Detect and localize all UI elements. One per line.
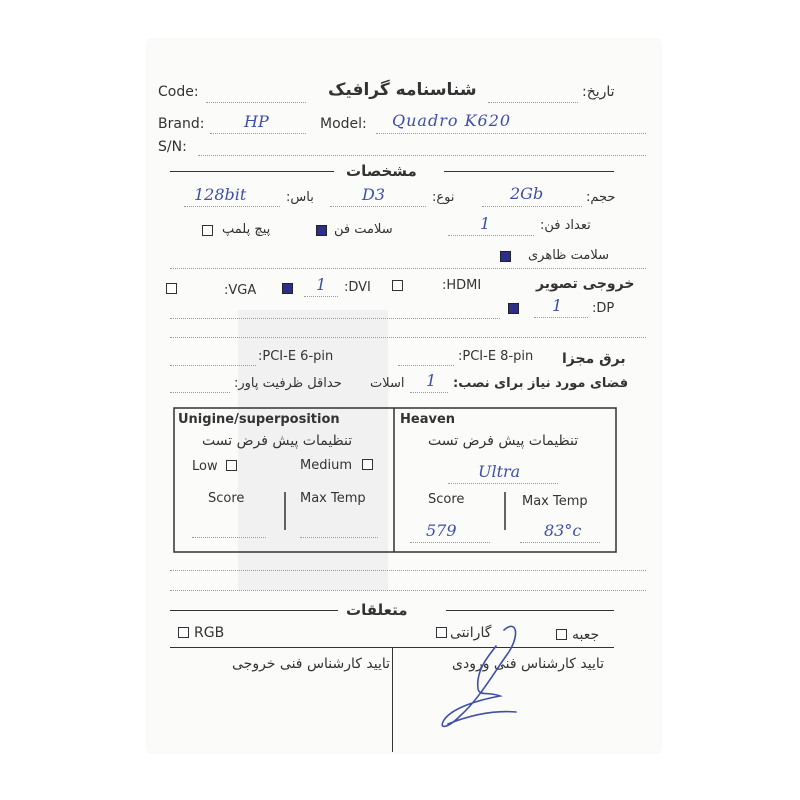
hdmi-label: :HDMI	[442, 278, 482, 293]
brand-label: Brand:	[158, 116, 205, 132]
outgoing-approval-label: تایید کارشناس فنی خروجی	[232, 656, 391, 672]
vga-label: :VGA	[224, 283, 257, 298]
heaven-settings: تنظیمات پیش فرض تست	[428, 433, 579, 449]
heaven-title: Heaven	[400, 412, 456, 427]
low-label: Low	[192, 459, 218, 474]
space-label: فضای مورد نیاز برای نصب:	[453, 376, 629, 391]
heaven-score-value: 579	[426, 521, 457, 540]
graphics-card-form	[148, 40, 660, 752]
medium-label: Medium	[300, 458, 352, 473]
unigine-maxtemp-label: Max Temp	[300, 491, 366, 506]
dvi-value: 1	[316, 275, 327, 294]
type-value: D3	[362, 185, 386, 204]
date-label: تاریخ:	[582, 84, 615, 100]
min-power-label: حداقل ظرفیت پاور:	[234, 376, 342, 391]
brand-value: HP	[244, 112, 269, 131]
fan-count-label: تعداد فن:	[540, 218, 591, 233]
pcie6-label: :PCI-E 6-pin	[258, 349, 334, 364]
code-label: Code:	[158, 84, 199, 100]
bus-label: باس:	[286, 190, 314, 205]
heaven-temp-value: 83°c	[544, 521, 582, 540]
heaven-preset: Ultra	[478, 462, 521, 481]
incoming-approval-label: تایید کارشناس فنی ورودی	[452, 656, 605, 672]
screw-label: پیچ پلمپ	[222, 222, 271, 237]
specs-title: مشخصات	[346, 162, 417, 180]
sn-label: S/N:	[158, 139, 187, 155]
volume-value: 2Gb	[510, 184, 544, 203]
dp-value: 1	[552, 296, 563, 315]
volume-label: حجم:	[586, 190, 616, 205]
unigine-score-label: Score	[208, 491, 245, 506]
unigine-title: Unigine/superposition	[178, 412, 340, 427]
pcie8-label: :PCI-E 8-pin	[458, 349, 534, 364]
power-title: برق مجزا	[562, 351, 626, 367]
appearance-label: سلامت ظاهری	[528, 248, 610, 263]
bus-value: 128bit	[194, 185, 247, 204]
accessories-title: متعلقات	[346, 601, 408, 619]
fan-health-label: سلامت فن	[334, 222, 393, 237]
model-label: Model:	[320, 116, 367, 132]
unigine-settings: تنظیمات پیش فرض تست	[202, 433, 353, 449]
form-title: شناسنامه گرافیک	[328, 80, 477, 100]
rgb-label: RGB	[194, 625, 225, 641]
model-value: Quadro K620	[392, 111, 512, 130]
heaven-score-label: Score	[428, 492, 465, 507]
signature-scribble	[148, 40, 660, 752]
space-value: 1	[426, 371, 437, 390]
warranty-label: گارانتی	[450, 625, 492, 641]
dvi-label: :DVI	[344, 280, 371, 295]
outputs-title: خروجی تصویر	[536, 276, 635, 292]
slots-label: اسلات	[370, 376, 405, 391]
fan-count-value: 1	[480, 214, 491, 233]
heaven-maxtemp-label: Max Temp	[522, 494, 588, 509]
box-label: جعبه	[572, 627, 600, 643]
dp-label: :DP	[592, 301, 615, 316]
type-label: نوع:	[432, 190, 455, 205]
